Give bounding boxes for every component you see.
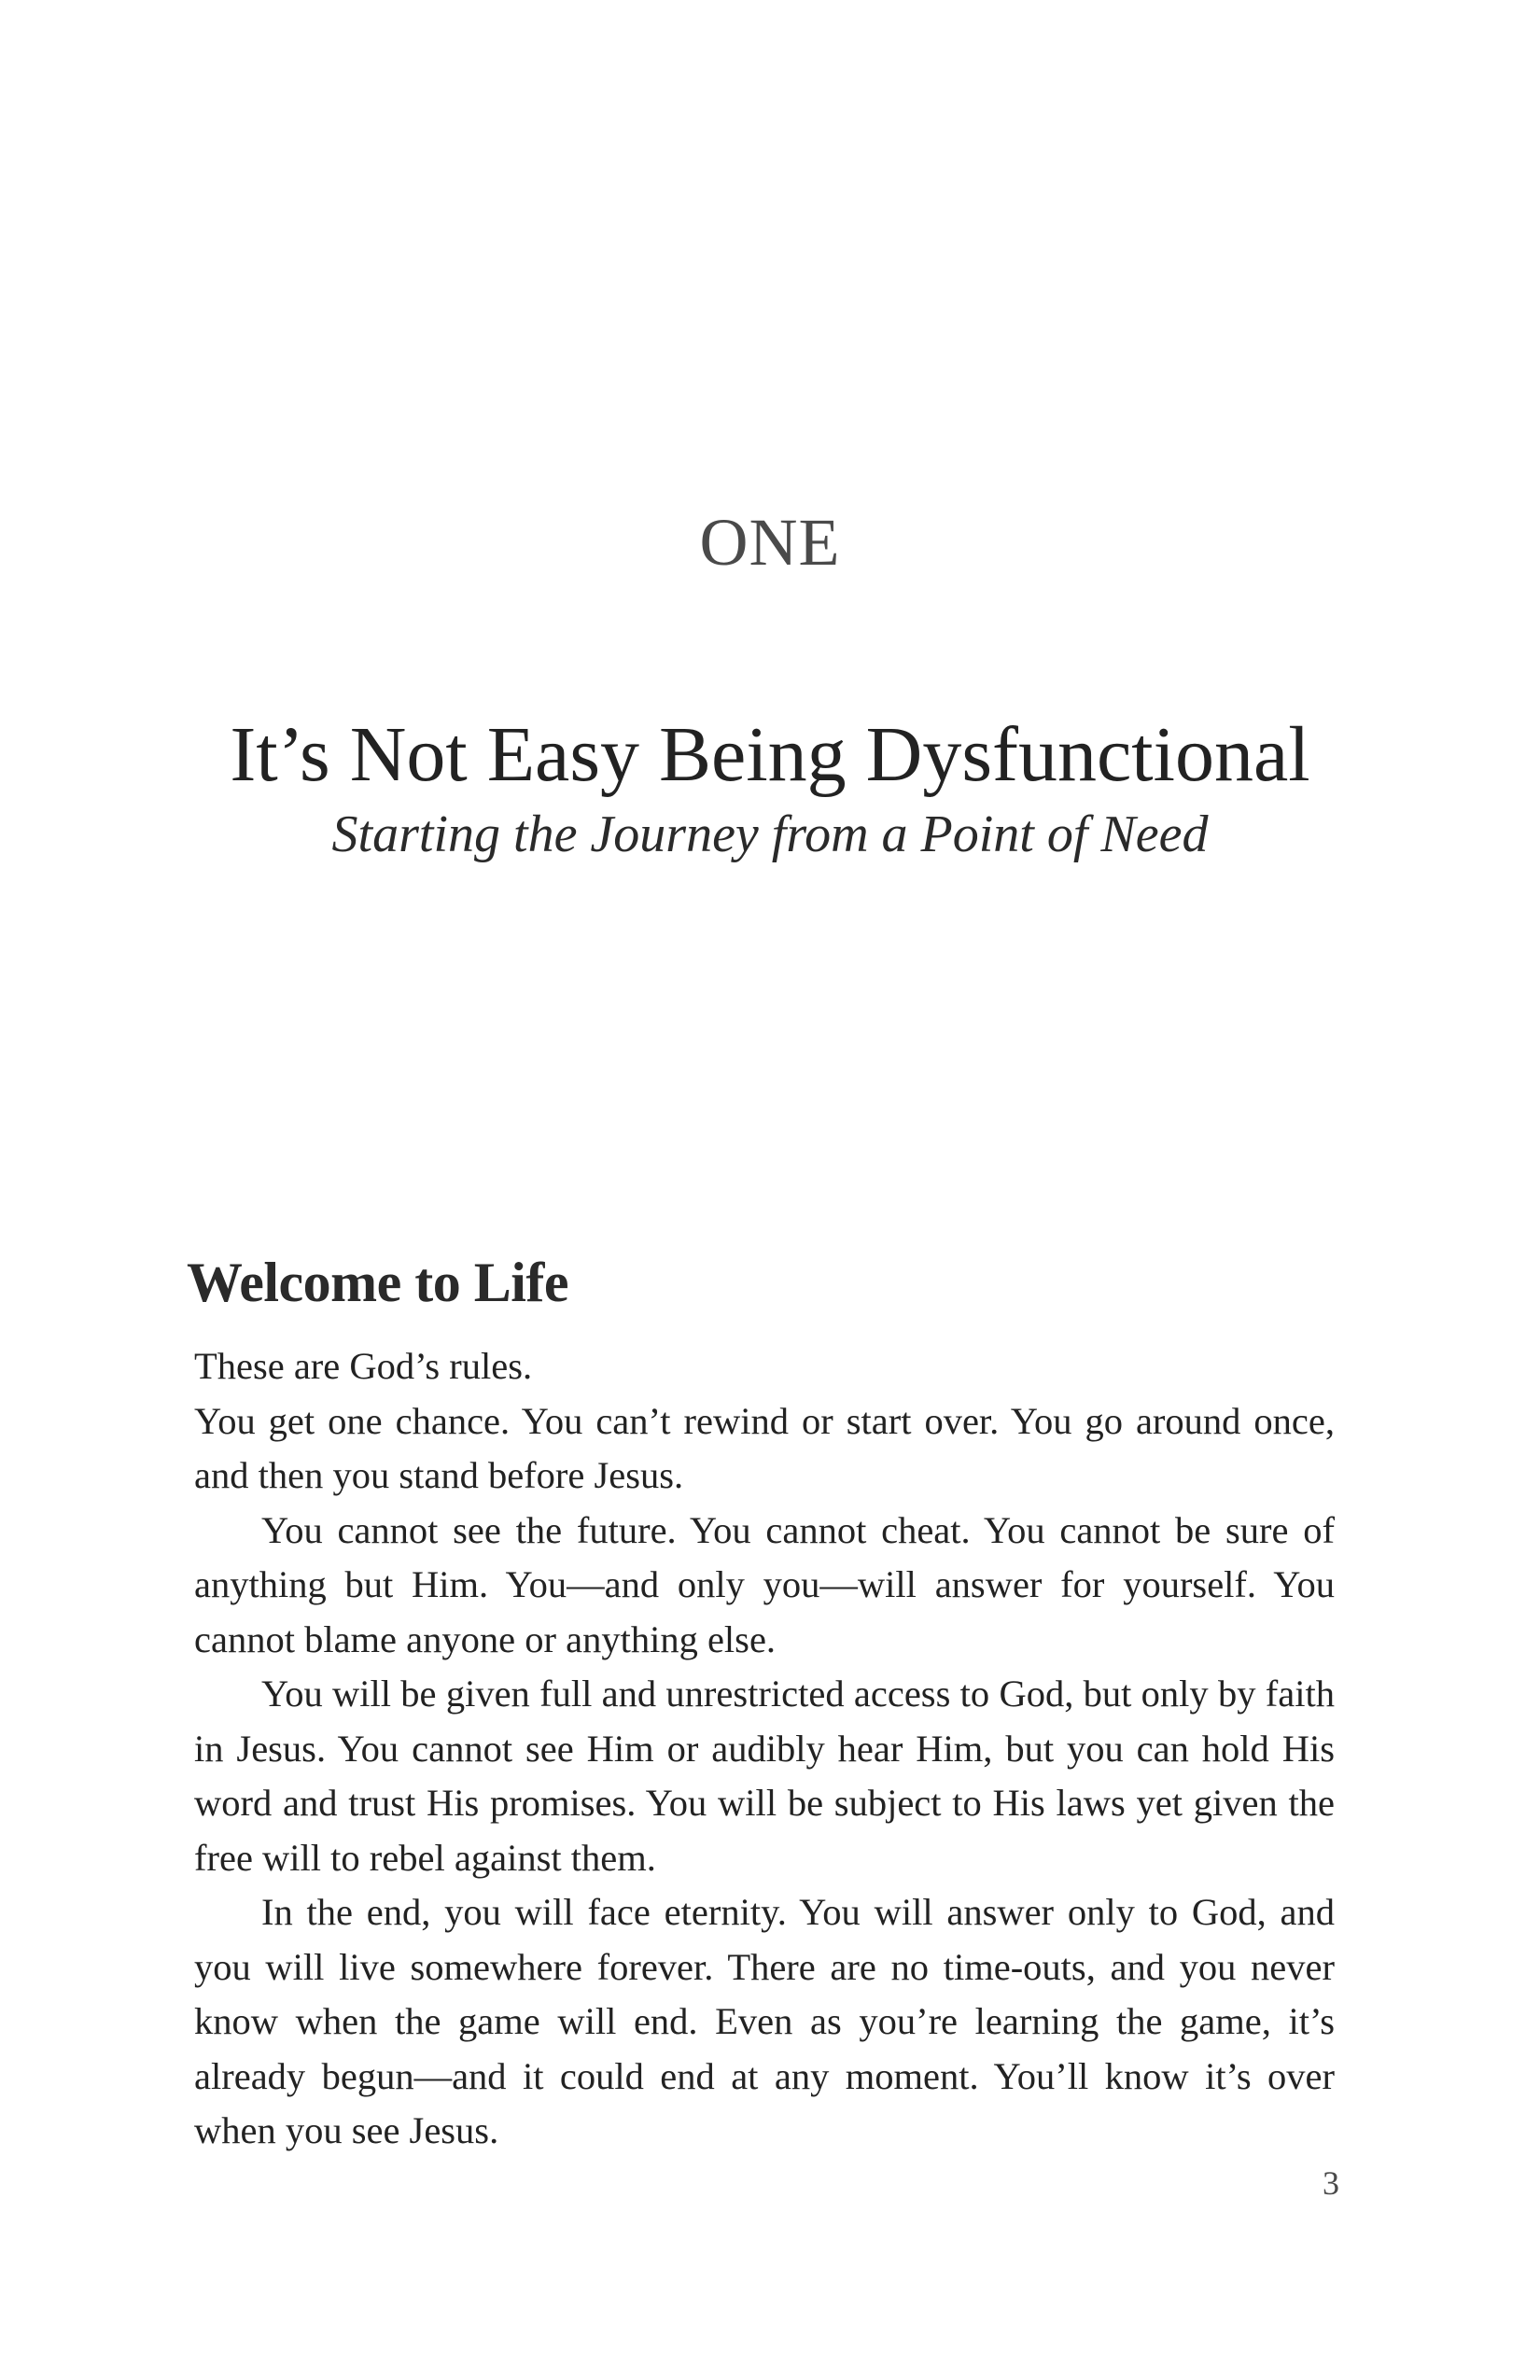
paragraph: You get one chance. You can’t rewind or start over. You go around once, and then you stand before Jesus. xyxy=(194,1399,1335,1496)
paragraph: These are God’s rules. xyxy=(194,1345,533,1387)
chapter-number: ONE xyxy=(699,505,841,580)
paragraph: You will be given full and unrestricted access to God, but only by faith in Jesus. You cannot see Him or audibly hear Him, but you can hold His word and trust His promises. You will be subject to His laws yet given the free will to rebel against them. xyxy=(194,1673,1335,1879)
paragraph: You cannot see the future. You cannot cheat. You cannot be sure of anything but Him. You—and only you—will answer for yourself. You cannot blame anyone or anything else. xyxy=(194,1508,1335,1660)
chapter-subtitle: Starting the Journey from a Point of Need xyxy=(331,805,1209,863)
chapter-title: It’s Not Easy Being Dysfunctional xyxy=(230,711,1310,798)
paragraph: In the end, you will face eternity. You will answer only to God, and you will live somewhere forever. There are no time-outs, and you never know when the game will end. Even as you’re learning the game, it’s already begun—and it could end at any moment. You’ll know it’s over when you see Jesus. xyxy=(194,1891,1335,2151)
section-heading: Welcome to Life xyxy=(187,1252,569,1313)
page-number: 3 xyxy=(1323,2164,1339,2202)
body-text xyxy=(194,1339,1335,2159)
